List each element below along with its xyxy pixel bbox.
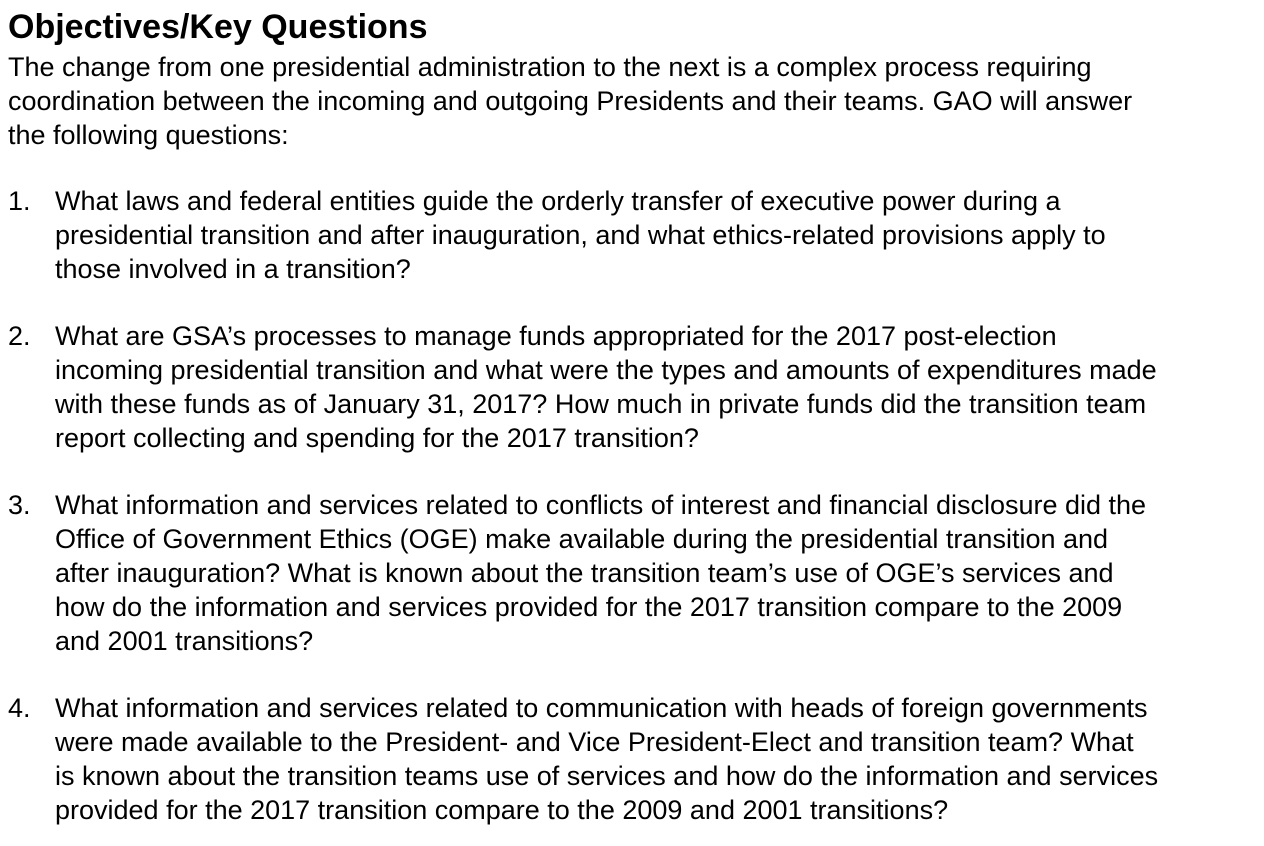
question-text (55, 691, 1260, 827)
question-number: 4. (8, 693, 31, 723)
question-line: is known about the transition teams use of services and how do the information and services (55, 761, 1159, 791)
question-line: What information and services related to conflicts of interest and financial disclosure did the (55, 490, 1147, 520)
question-text (55, 488, 1260, 658)
intro-line: The change from one presidential administration to the next is a complex process requiring (8, 52, 1092, 82)
question-number: 3. (8, 490, 31, 520)
page-title: Objectives/Key Questions (8, 8, 428, 46)
question-line: were made available to the President- and Vice President-Elect and transition team? What (55, 727, 1134, 757)
question-line: What are GSA’s processes to manage funds appropriated for the 2017 post-election (55, 321, 1057, 351)
question-number: 2. (8, 321, 31, 351)
intro-paragraph (8, 50, 1258, 152)
question-line: after inauguration? What is known about the transition team’s use of OGE’s services and (55, 558, 1114, 588)
question-line: and 2001 transitions? (55, 626, 314, 656)
intro-line: coordination between the incoming and outgoing Presidents and their teams. GAO will answer (8, 86, 1133, 116)
question-line: provided for the 2017 transition compare to the 2009 and 2001 transitions? (55, 795, 949, 825)
question-line: how do the information and services provided for the 2017 transition compare to the 2009 (55, 592, 1123, 622)
question-line: report collecting and spending for the 2017 transition? (55, 423, 699, 453)
question-line: presidential transition and after inauguration, and what ethics-related provisions apply to (55, 220, 1106, 250)
question-text (55, 184, 1260, 286)
question-line: What laws and federal entities guide the orderly transfer of executive power during a (55, 186, 1061, 216)
question-line: with these funds as of January 31, 2017? How much in private funds did the transition team (55, 389, 1147, 419)
question-line: What information and services related to communication with heads of foreign governments (55, 693, 1148, 723)
question-line: incoming presidential transition and what were the types and amounts of expenditures made (55, 355, 1157, 385)
question-line: those involved in a transition? (55, 254, 411, 284)
question-text (55, 319, 1260, 455)
question-line: Office of Government Ethics (OGE) make available during the presidential transition and (55, 524, 1109, 554)
question-number: 1. (8, 186, 31, 216)
intro-line: the following questions: (8, 120, 289, 150)
